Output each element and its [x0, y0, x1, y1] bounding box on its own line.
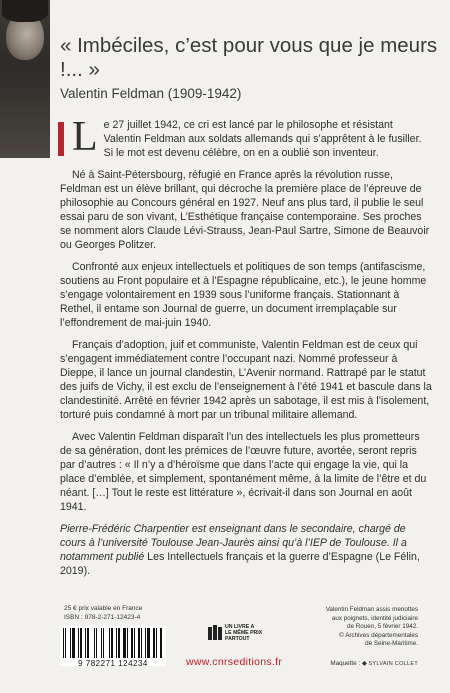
prix-unique-logo	[208, 624, 262, 642]
paragraph-5: Avec Valentin Feldman disparaît l’un des intellectuels les plus prometteurs de sa génération, dont les prémices de l’œuvre future, avortée, seront repris par d’autres : « Il n’y a d’héroïsme que dans l’acte qui engage la vie, qui la place d’emblée, et simplement, spontanément même, à la limite de l’être et du néant. […] Tout le reste est littérature », écrivait-il dans son Journal en août 1941.	[60, 431, 427, 513]
back-cover-text	[60, 114, 432, 586]
quote-author: Valentin Feldman (1909-1942)	[60, 86, 242, 101]
quote-text: « Imbéciles, c’est pour vous que je meurs !... »	[60, 34, 438, 81]
book-price-icon	[208, 625, 222, 641]
barcode	[60, 626, 166, 666]
photo-caption: Valentin Feldman assis menottes aux poignets, identité judiciaire de Rouen, 5 février 1942. © Archives départementales de Seine-Maritime.	[325, 606, 418, 648]
author-bio	[60, 522, 432, 578]
price-info	[64, 604, 142, 622]
paragraph-3: Confronté aux enjeux intellectuels et politiques de son temps (antifascisme, soutiens au Front populaire et à l’Espagne républicaine, etc.), le jeune homme s’engage volontairement en 1939 sous l’uniforme français. Stationnant à Rethel, il entame son Journal de guerre, un document irremplaçable sur l’effondrement de mai-juin 1940.	[60, 261, 427, 329]
quote-block	[60, 34, 440, 101]
paragraph-2: Né à Saint-Pétersbourg, réfugié en France après la révolution russe, Feldman est un élève brillant, qui décroche la première place de l’épreuve de philosophie au Concours général en 1927. Neuf ans plus tard, il publie le seul essai paru de son vivant, L’Esthétique française contemporaine. Ses proches se nomment alors Claude Lévi-Strauss, Jean-Paul Sartre, Simone de Beauvoir ou Georges Politzer.	[60, 169, 430, 251]
author-bio-book: Les Intellectuels français et la guerre d’Espagne (Le Félin, 2019).	[60, 551, 420, 577]
isbn-line: ISBN : 978-2-271-12423-4	[64, 614, 141, 621]
drop-cap: L	[72, 114, 98, 160]
design-credit: Maquette : ◆ SYLVAIN COLLET	[330, 660, 418, 667]
price-line: 25 € prix valable en France	[64, 605, 143, 612]
author-bio-text: Pierre-Frédéric Charpentier est enseignant dans le secondaire, chargé de cours à l’université Toulouse Jean-Jaurès ainsi qu’à l’IEP de Toulouse. Il a notamment publié	[60, 523, 407, 563]
publisher-url[interactable]: www.cnrseditions.fr	[186, 656, 283, 668]
paragraph-4: Français d’adoption, juif et communiste, Valentin Feldman est de ceux qui s’engagent immédiatement contre l’occupant nazi. Nommé professeur à Dieppe, il lance un journal clandestin, L’Avenir normand. Rattrapé par le statut des juifs de Vichy, il est exclu de l’enseignement à l’été 1941 et bascule dans la clandestinité. Arrêté en février 1942 après un sabotage, il est mis à l’isolement, torturé puis condamné à mort par un tribunal militaire allemand.	[60, 339, 432, 421]
barcode-bars	[63, 628, 163, 658]
barcode-digits: 9 782271 124234	[78, 659, 148, 668]
logo-text: UN LIVRE A LE MÊME PRIX PARTOUT	[225, 624, 263, 642]
paragraph-1: Le 27 juillet 1942, ce cri est lancé par le philosophe et résistant Valentin Feldman aux soldats allemands qui s’apprêtent à le fusiller. Si le mot est devenu célèbre, on en a oublié son inventeur.	[72, 114, 422, 160]
author-photo	[0, 0, 50, 158]
sylvain-collet-mark: ◆	[361, 660, 367, 667]
